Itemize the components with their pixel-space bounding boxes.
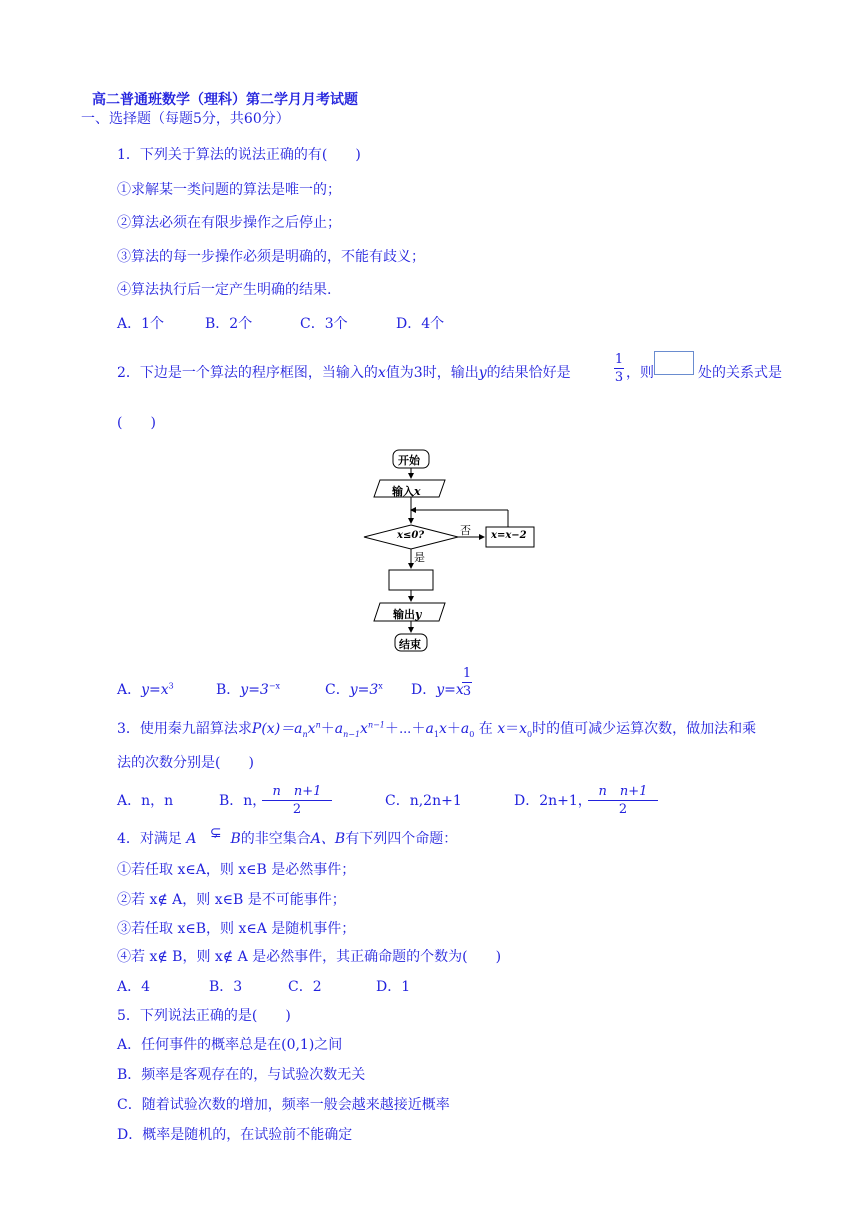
q1-item-2: ②算法必须在有限步操作之后停止； <box>117 215 341 231</box>
q3-line-2: 法的次数分别是( ) <box>117 755 254 771</box>
section-heading: 一、选择题（每题5分，共60分） <box>81 111 290 127</box>
q3-line1-tail: 时的值可减少运算次数，做加法和乘 <box>532 721 757 737</box>
q2-c-label: C． <box>325 682 350 698</box>
q4-item-4: ④若 x∉ B，则 x∉ A 是必然事件，其正确命题的个数为( ) <box>117 949 502 965</box>
q3-b-num: n n+1 <box>272 784 322 799</box>
flowchart <box>360 445 550 655</box>
flow-output-text: 输出 <box>393 608 415 621</box>
q2-b-sup: −x <box>268 681 281 691</box>
flow-start-label: 开始 <box>398 454 420 467</box>
q1-option-a: A．1个 <box>117 316 165 332</box>
q4-option-c: C．2 <box>288 979 322 995</box>
flow-end-label: 结束 <box>399 638 421 651</box>
q3-option-d-label: D．2n+1， <box>514 793 592 809</box>
q2-b-expr: y=3 <box>240 682 269 698</box>
q2-a-expr: y=x <box>141 682 169 698</box>
q2-d-num: 1 <box>462 666 472 681</box>
q4-subset-symbol: ⊊ <box>209 825 222 841</box>
flow-condition-label: x≤0? <box>397 530 425 541</box>
q3-line1-a: 3．使用秦九韶算法求 <box>117 721 252 737</box>
q1-item-4: ④算法执行后一定产生明确的结果. <box>117 282 332 298</box>
q4-item-3: ③若任取 x∈B，则 x∈A 是随机事件； <box>117 921 356 937</box>
q3-option-d-fraction <box>588 780 658 817</box>
q3-option-c: C．n,2n+1 <box>385 793 462 809</box>
q2-blank-box <box>654 351 694 375</box>
q2-c-expr: y=3 <box>349 682 379 698</box>
q2-stem-e: 处的关系式是 <box>698 365 782 381</box>
flow-input-label <box>392 483 421 499</box>
flow-output-label <box>393 606 421 622</box>
q3-option-a: A．n，n <box>117 793 174 809</box>
q2-a-sup: 3 <box>168 681 174 691</box>
q2-b-label: B． <box>216 682 241 698</box>
q2-stem-b: 值为3时，输出 <box>385 365 479 381</box>
q2-frac-num: 1 <box>614 352 624 367</box>
q5-option-d: D．概率是随机的，在试验前不能确定 <box>117 1127 353 1143</box>
q3-b-den: 2 <box>292 802 302 817</box>
q3-d-den: 2 <box>618 802 628 817</box>
flow-yes-label: 是 <box>414 551 425 564</box>
q2-paren: ( ) <box>117 415 156 431</box>
q2-d-expr: y=x <box>436 682 464 698</box>
q4-option-b: B．3 <box>209 979 243 995</box>
q1-item-1: ①求解某一类问题的算法是唯一的； <box>117 182 341 198</box>
q1-option-c: C．3个 <box>300 316 348 332</box>
q2-fraction <box>614 352 624 385</box>
flow-update-label: x=x−2 <box>491 530 527 541</box>
q4-set-a: A <box>186 831 197 847</box>
q1-item-3: ③算法的每一步操作必须是明确的，不能有歧义； <box>117 249 425 265</box>
q4-stem-a: 4．对满足 <box>117 831 182 847</box>
q4-item-2: ②若 x∉ A，则 x∈B 是不可能事件； <box>117 892 346 908</box>
q1-option-d: D．4个 <box>396 316 445 332</box>
q4-item-1: ①若任取 x∈A，则 x∈B 是必然事件； <box>117 862 356 878</box>
flow-blank-box <box>389 570 433 590</box>
q4-stem-d: A、B <box>310 831 346 847</box>
q2-option-b <box>216 679 280 699</box>
q2-d-den: 3 <box>462 684 472 699</box>
flow-output-var: y <box>415 608 422 621</box>
q2-c-sup: x <box>378 681 383 691</box>
q2-option-d <box>411 679 464 699</box>
q2-option-c <box>325 679 383 699</box>
flow-no-label: 否 <box>460 524 471 537</box>
flow-input-var: x <box>414 485 421 498</box>
q4-option-d: D．1 <box>376 979 411 995</box>
q2-option-a <box>117 679 174 699</box>
q3-d-num: n n+1 <box>598 784 648 799</box>
q5-option-c: C．随着试验次数的增加，频率一般会越来越接近概率 <box>117 1097 450 1113</box>
q4-stem-e: 有下列四个命题： <box>345 831 458 847</box>
q4-option-a: A．4 <box>117 979 151 995</box>
q5-option-a: A．任何事件的概率总是在(0,1)之间 <box>117 1037 343 1053</box>
q4-set-b: B <box>230 831 241 847</box>
flow-input-text: 输入 <box>392 485 414 498</box>
q2-var-y: y <box>478 365 487 381</box>
q2-stem-a: 2．下边是一个算法的程序框图，当输入的 <box>117 365 378 381</box>
q2-frac-den: 3 <box>614 370 624 385</box>
q3-option-b-label: B．n， <box>219 793 267 809</box>
q5-option-b: B．频率是客观存在的，与试验次数无关 <box>117 1067 366 1083</box>
q3-option-b-fraction <box>262 780 332 817</box>
q2-stem-d: ，则 <box>626 365 654 381</box>
q1-option-b: B．2个 <box>205 316 253 332</box>
page-title: 高二普通班数学（理科）第二学月月考试题 <box>92 92 358 108</box>
q4-stem-c: 的非空集合 <box>240 831 311 847</box>
q2-stem <box>117 362 571 382</box>
q2-d-fraction <box>462 666 472 699</box>
q2-stem-c: 的结果恰好是 <box>486 365 571 381</box>
q5-stem: 5．下列说法正确的是( ) <box>117 1008 291 1024</box>
q3-line-1: 3．使用秦九韶算法求$P(x)=a_nx^n+a_{n-1}x^{n-1}+\cdots+a_1x+a_0$ 在 $x=x_0$时的值可减少运算次数，做加法和乘 <box>117 720 757 739</box>
q2-var-x: x <box>377 365 386 381</box>
q2-d-label: D． <box>411 682 437 698</box>
q1-stem: 1．下列关于算法的说法正确的有( ) <box>117 147 361 163</box>
q2-a-label: A． <box>117 682 142 698</box>
q3-line1-expr: P(x)＝a <box>251 721 303 737</box>
q4-stem <box>117 825 458 848</box>
